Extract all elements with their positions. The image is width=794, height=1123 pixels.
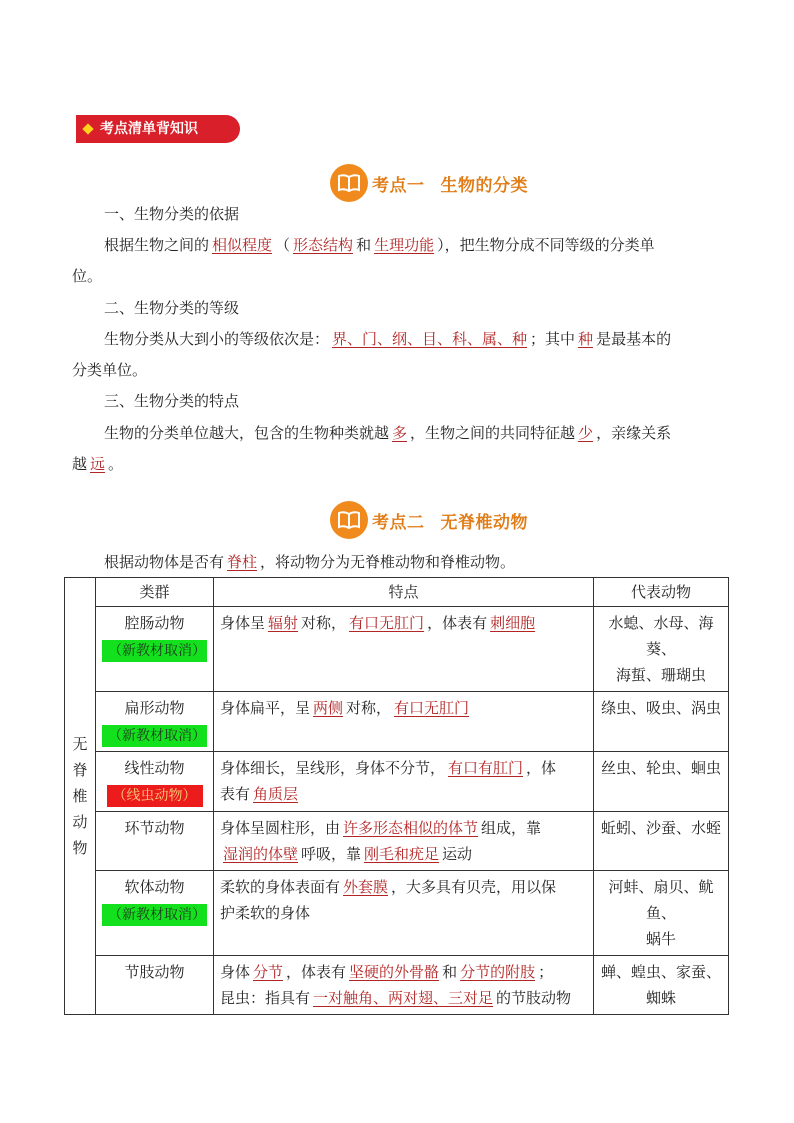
section2-intro: 根据动物体是否有 脊柱 ，将动物分为无脊椎动物和脊椎动物。 xyxy=(104,553,516,571)
answer-blank: 分节 xyxy=(253,963,284,981)
status-tag: （线虫动物） xyxy=(107,785,203,807)
section1-heading xyxy=(330,163,528,203)
answer-blank: 种 xyxy=(578,330,594,348)
subheading-levels: 二、生物分类的等级 xyxy=(104,299,240,317)
answer-blank: 分节的附肢 xyxy=(460,963,536,981)
answer-blank: 许多形态相似的体节 xyxy=(343,819,479,837)
table-row: 腔肠动物 （新教材取消） 身体呈 辐射 对称， 有口无肛门 ，体表有 刺细胞 水螅、水母、海葵、 海蜇、珊瑚虫 xyxy=(65,607,729,692)
section2-heading xyxy=(330,500,528,540)
paragraph-basis: 根据生物之间的 相似程度 （ 形态结构 和 生理功能 ），把生物分成不同等级的分类单 xyxy=(104,236,655,254)
heading-title: 生物的分类 xyxy=(440,175,528,196)
answer-blank: 界、门、纲、目、科、属、种 xyxy=(332,330,528,348)
rep-animals: 蚯蚓、沙蚕、水蛭 xyxy=(600,819,721,837)
answer-blank: 坚硬的外骨骼 xyxy=(349,963,440,981)
answer-blank: 少 xyxy=(578,424,594,442)
table-row: 软体动物 （新教材取消） 柔软的身体表面有 外套膜 ，大多具有贝壳，用以保 护柔软的身体 河蚌、扇贝、鱿鱼、 蜗牛 xyxy=(65,871,729,956)
group-name: 扁形动物 xyxy=(124,699,185,717)
section-badge xyxy=(76,115,240,143)
answer-blank: 湿润的体壁 xyxy=(223,845,299,863)
diamond-icon xyxy=(82,123,93,134)
answer-blank: 脊柱 xyxy=(227,553,258,571)
rep-animals: 绦虫、吸虫、涡虫 xyxy=(600,699,721,717)
table-row: 线性动物 （线虫动物） 身体细长，呈线形，身体不分节， 有口有肛门 ，体 表有 角质层 丝虫、轮虫、蛔虫 xyxy=(65,752,729,812)
answer-blank: 刺细胞 xyxy=(490,614,536,632)
subheading-basis: 一、生物分类的依据 xyxy=(104,205,240,223)
heading-prefix: 考点一 xyxy=(372,175,425,196)
answer-blank: 外套膜 xyxy=(343,878,389,896)
answer-blank: 有口有肛门 xyxy=(448,759,524,777)
answer-blank: 有口无肛门 xyxy=(394,699,470,717)
answer-blank: 辐射 xyxy=(268,614,299,632)
rep-animals: 海蜇、珊瑚虫 xyxy=(615,666,706,684)
header-group: 类群 xyxy=(96,578,214,607)
paragraph-levels: 生物分类从大到小的等级依次是： 界、门、纲、目、科、属、种 ；其中 种 是最基本的 xyxy=(104,330,672,348)
invertebrate-table xyxy=(64,577,729,1015)
rep-animals: 水螅、水母、海葵、 xyxy=(608,614,714,658)
paragraph-levels-cont: 分类单位。 xyxy=(72,361,148,379)
rep-animals: 丝虫、轮虫、蛔虫 xyxy=(600,759,721,777)
subheading-features: 三、生物分类的特点 xyxy=(104,392,240,410)
rep-animals: 蜘蛛 xyxy=(645,989,676,1007)
badge-label: 考点清单背知识 xyxy=(100,121,198,137)
status-tag: （新教材取消） xyxy=(102,640,207,662)
group-name: 线性动物 xyxy=(124,759,185,777)
answer-blank: 有口无肛门 xyxy=(349,614,425,632)
rep-animals: 蝉、蝗虫、家蚕、 xyxy=(600,963,721,981)
table-row: 环节动物 身体呈圆柱形，由 许多形态相似的体节 组成，靠 湿润的体壁 呼吸，靠 刚毛和疣足 运动 蚯蚓、沙蚕、水蛭 xyxy=(65,812,729,871)
table-row: 节肢动物 身体 分节 ，体表有 坚硬的外骨骼 和 分节的附肢 ； 昆虫：指具有 一对触角、两对翅、三对足 的节肢动物 蝉、蝗虫、家蚕、 蜘蛛 xyxy=(65,956,729,1015)
side-label: 无 脊 椎 动 物 xyxy=(65,578,96,1015)
heading-title: 无脊椎动物 xyxy=(440,512,528,533)
paragraph-features-cont: 越 远 。 xyxy=(72,455,124,473)
answer-blank: 两侧 xyxy=(313,699,344,717)
rep-animals: 河蚌、扇贝、鱿鱼、 xyxy=(608,878,714,922)
rep-animals: 蜗牛 xyxy=(645,930,676,948)
group-name: 节肢动物 xyxy=(124,963,185,981)
table-header-row xyxy=(65,578,729,607)
status-tag: （新教材取消） xyxy=(102,904,207,926)
table-row: 扁形动物 （新教材取消） 身体扁平，呈 两侧 对称， 有口无肛门 绦虫、吸虫、涡虫 xyxy=(65,692,729,752)
book-icon xyxy=(330,164,368,202)
header-features: 特点 xyxy=(214,578,594,607)
header-reps: 代表动物 xyxy=(594,578,729,607)
answer-blank: 多 xyxy=(392,424,408,442)
group-name: 环节动物 xyxy=(124,819,185,837)
heading-prefix: 考点二 xyxy=(372,512,425,533)
status-tag: （新教材取消） xyxy=(102,725,207,747)
book-icon xyxy=(330,501,368,539)
answer-blank: 形态结构 xyxy=(293,236,354,254)
paragraph-basis-cont: 位。 xyxy=(72,267,103,285)
answer-blank: 刚毛和疣足 xyxy=(364,845,440,863)
answer-blank: 一对触角、两对翅、三对足 xyxy=(313,989,494,1007)
paragraph-features: 生物的分类单位越大，包含的生物种类就越 多 ，生物之间的共同特征越 少 ，亲缘关系 xyxy=(104,424,672,442)
answer-blank: 角质层 xyxy=(253,785,299,803)
answer-blank: 远 xyxy=(90,455,106,473)
answer-blank: 生理功能 xyxy=(374,236,435,254)
answer-blank: 相似程度 xyxy=(212,236,273,254)
group-name: 腔肠动物 xyxy=(124,614,185,632)
group-name: 软体动物 xyxy=(124,878,185,896)
